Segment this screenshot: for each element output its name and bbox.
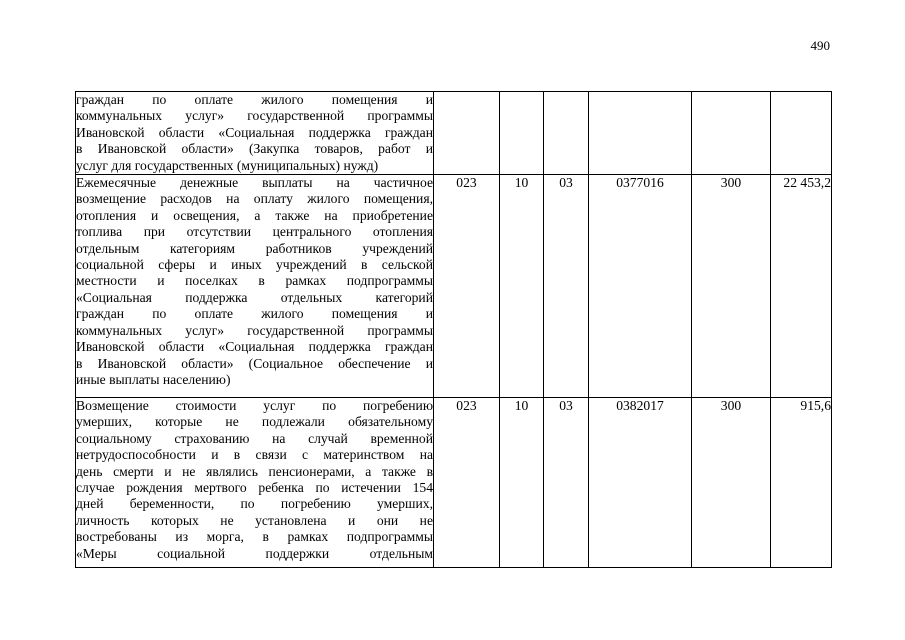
description-line: топлива при отсутствии центрального отопления (76, 224, 433, 240)
cell-section: 10 (500, 175, 544, 398)
description-line: услуг для государственных (муниципальных) нужд) (76, 157, 379, 173)
description-line: граждан по оплате жилого помещения и (76, 92, 433, 107)
description-line: «Меры социальной поддержки отдельным (76, 545, 433, 561)
description-line: умерших, которые не подлежали обязательному (76, 414, 433, 430)
cell-subsection (544, 92, 589, 175)
description-line: коммунальных услуг» государственной программы (76, 108, 433, 124)
description-line: Возмещение стоимости услуг по погребению (76, 398, 433, 414)
cell-ministry (434, 92, 500, 175)
description-line: нетрудоспособности и в связи с материнством на (76, 447, 433, 463)
description-line: социальной сферы и иных учреждений в сельской (76, 257, 433, 273)
cell-section: 10 (500, 398, 544, 568)
description-line: в Ивановской области» (Социальное обеспечение и (76, 355, 433, 371)
description-line: отопления и освещения, а также на приобретение (76, 207, 433, 223)
description-line: дней беременности, по погребению умерших, (76, 496, 433, 512)
description-line: день смерти и не являлись пенсионерами, а также в (76, 463, 433, 479)
description-line: Ивановской области «Социальная поддержка граждан (76, 339, 433, 355)
description-line: местности и поселках в рамках подпрограммы (76, 273, 433, 289)
cell-ministry: 023 (434, 175, 500, 398)
description-line: граждан по оплате жилого помещения и (76, 306, 433, 322)
description-line: личность которых не установлена и они не (76, 512, 433, 528)
cell-expense-type (692, 92, 771, 175)
description-line: коммунальных услуг» государственной программы (76, 322, 433, 338)
cell-target-article: 0377016 (589, 175, 692, 398)
cell-subsection: 03 (544, 175, 589, 398)
cell-amount: 22 453,2 (771, 175, 832, 398)
description-line: случае рождения мертвого ребенка по истечении 154 (76, 480, 433, 496)
page-number: 490 (810, 38, 830, 53)
description-line: возмещение расходов на оплату жилого помещения, (76, 191, 433, 207)
table-row (76, 398, 832, 568)
description-line: востребованы из морга, в рамках подпрограммы (76, 529, 433, 545)
description-line: «Социальная поддержка отдельных категорий (76, 289, 433, 305)
cell-expense-type: 300 (692, 175, 771, 398)
cell-section (500, 92, 544, 175)
description-line: отдельным категориям работников учреждений (76, 240, 433, 256)
description-line: иные выплаты населению) (76, 371, 231, 387)
cell-ministry: 023 (434, 398, 500, 568)
row-description (76, 175, 434, 398)
cell-target-article: 0382017 (589, 398, 692, 568)
description-line: социальному страхованию на случай временной (76, 430, 433, 446)
cell-expense-type: 300 (692, 398, 771, 568)
cell-amount: 915,6 (771, 398, 832, 568)
budget-table (75, 91, 832, 568)
description-line: в Ивановской области» (Закупка товаров, работ и (76, 141, 433, 157)
table-row (76, 92, 832, 175)
cell-subsection: 03 (544, 398, 589, 568)
row-description (76, 398, 434, 568)
cell-amount (771, 92, 832, 175)
table-row (76, 175, 832, 398)
description-line: Ивановской области «Социальная поддержка граждан (76, 124, 433, 140)
cell-target-article (589, 92, 692, 175)
row-description (76, 92, 434, 175)
description-line: Ежемесячные денежные выплаты на частичное (76, 175, 433, 191)
